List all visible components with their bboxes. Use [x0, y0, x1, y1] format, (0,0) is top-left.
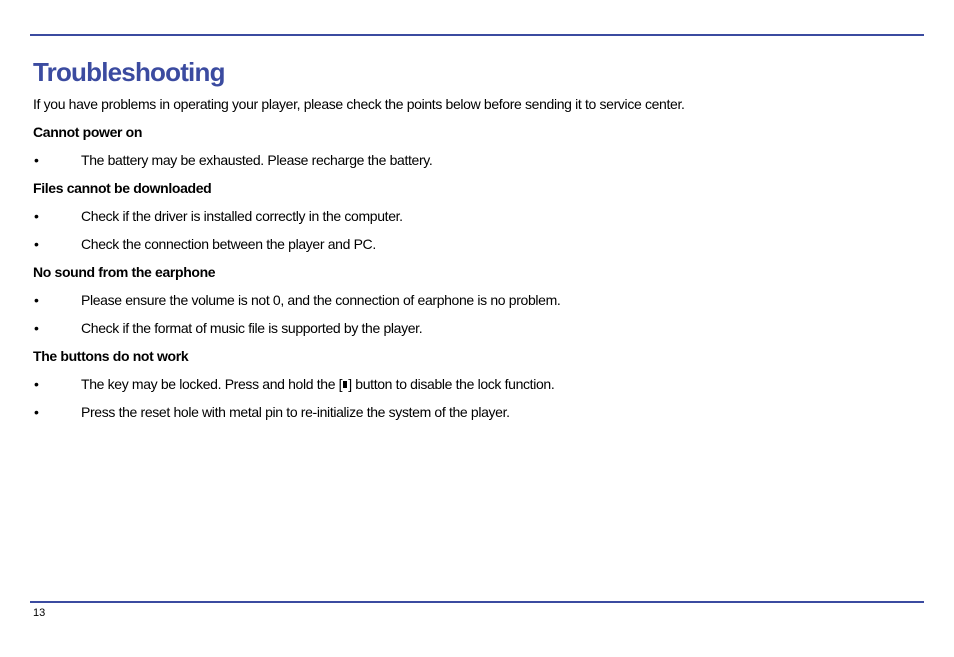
list-item-text-before-icon: The key may be locked. Press and hold the [ [81, 376, 343, 392]
list-item [33, 290, 913, 310]
bullet-icon: • [34, 404, 39, 420]
list-item [33, 374, 913, 394]
section-heading-buttons-do-not-work: The buttons do not work [33, 348, 189, 364]
list-item [33, 402, 913, 422]
bullet-icon: • [34, 152, 39, 168]
list-item [33, 234, 913, 254]
intro-text: If you have problems in operating your player, please check the points below before sending it to service center. [33, 96, 685, 112]
bullet-icon: • [34, 292, 39, 308]
content-area [33, 94, 913, 430]
list-item-text-after-icon: ] button to disable the lock function. [348, 376, 555, 392]
list-item [33, 150, 913, 170]
bullet-icon: • [34, 376, 39, 392]
bullet-list-files-cannot-be-downloaded [33, 206, 913, 254]
header-rule [30, 34, 924, 36]
bullet-icon: • [34, 208, 39, 224]
footer-rule [30, 601, 924, 603]
list-item-text: Please ensure the volume is not 0, and the connection of earphone is no problem. [81, 292, 561, 308]
bullet-icon: • [34, 320, 39, 336]
page-number: 13 [33, 607, 46, 619]
section-heading-files-cannot-be-downloaded: Files cannot be downloaded [33, 180, 212, 196]
section-heading-no-sound: No sound from the earphone [33, 264, 216, 280]
section-heading-cannot-power-on: Cannot power on [33, 124, 143, 140]
bullet-list-cannot-power-on [33, 150, 913, 170]
list-item [33, 318, 913, 338]
list-item-text: Press the reset hole with metal pin to re-initialize the system of the player. [81, 404, 510, 420]
lock-switch-icon [343, 381, 347, 388]
list-item [33, 206, 913, 226]
bullet-list-no-sound [33, 290, 913, 338]
bullet-icon: • [34, 236, 39, 252]
list-item-text: Check if the format of music file is supported by the player. [81, 320, 423, 336]
page-title: Troubleshooting [33, 57, 225, 87]
bullet-list-buttons-do-not-work [33, 374, 913, 422]
list-item-text: The battery may be exhausted. Please recharge the battery. [81, 152, 433, 168]
list-item-text: Check if the driver is installed correctly in the computer. [81, 208, 403, 224]
list-item-text: Check the connection between the player and PC. [81, 236, 376, 252]
